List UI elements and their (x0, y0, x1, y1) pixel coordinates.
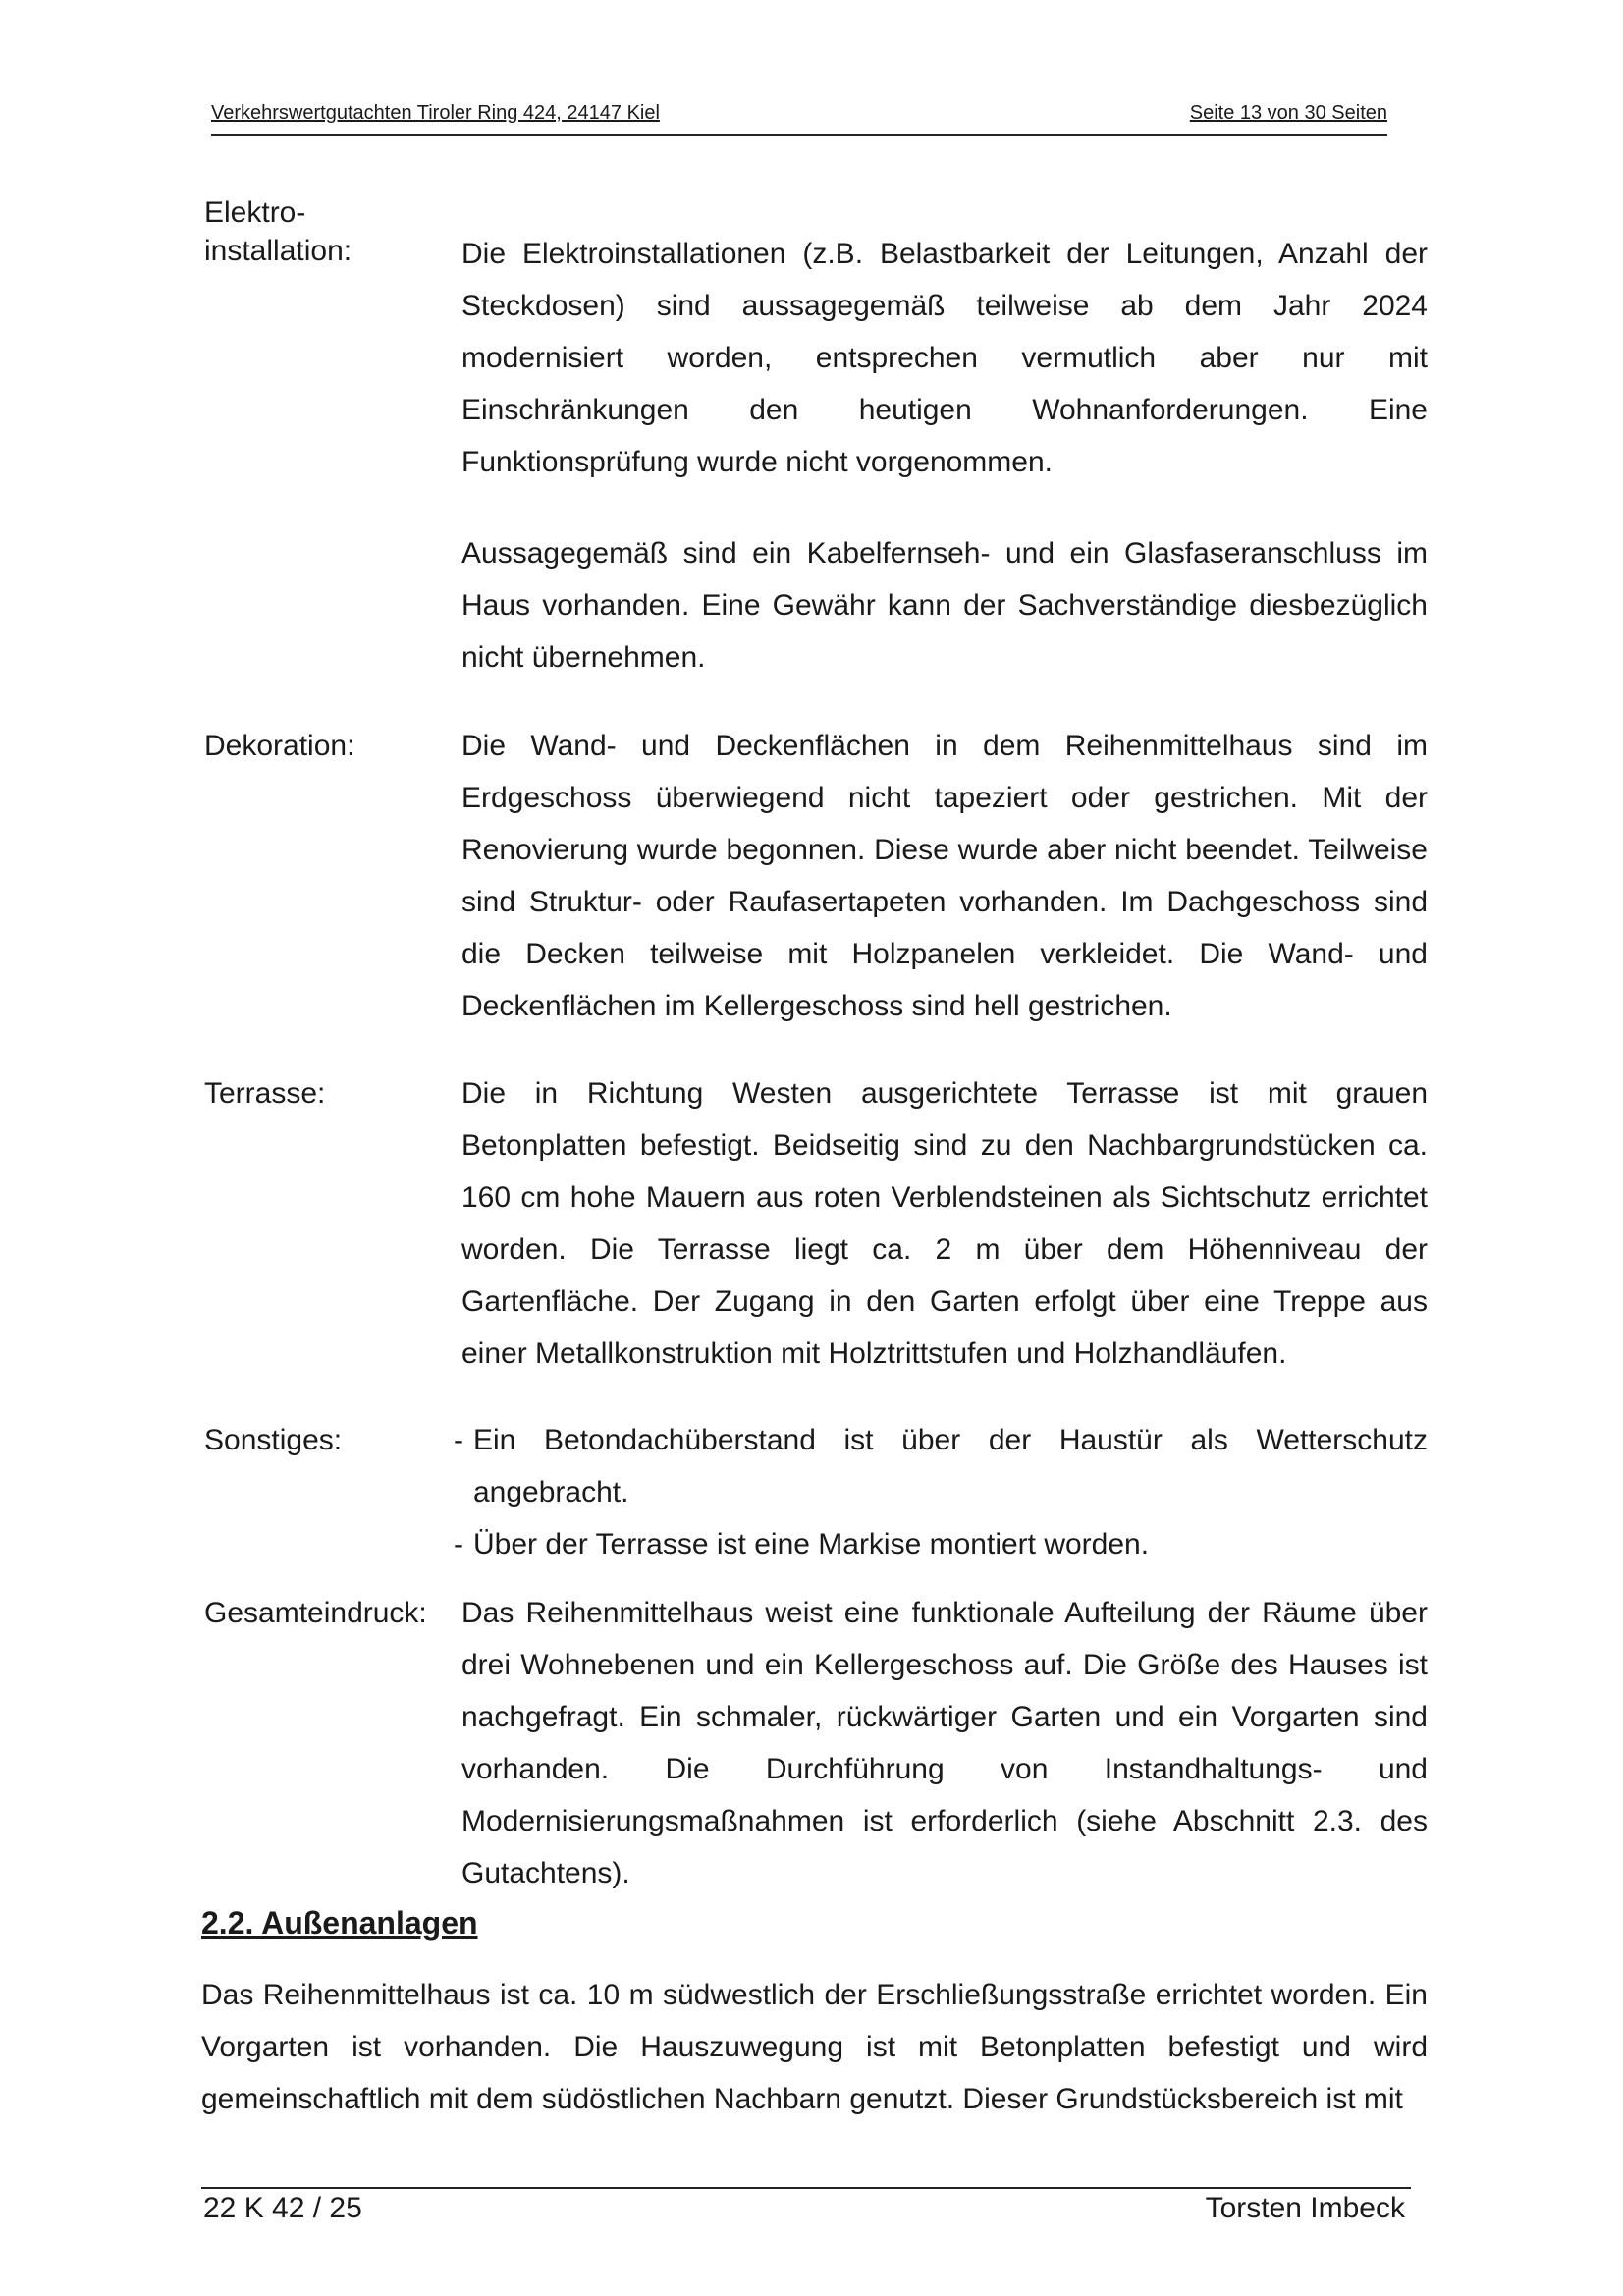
dekoration-paragraph: Die Wand- und Deckenflächen in dem Reihenmittelhaus sind im Erdgeschoss überwiegend nicht tapeziert oder gestrichen. Mit der Renovierung wurde begonnen. Diese wurde aber nicht beendet. Teilweise sind Struktur- oder Raufasertapeten vorhanden. Im Dachgeschoss sind die Decken teilweise mit Holzpanelen verkleidet. Die Wand- und Deckenflächen im Kellergeschoss sind hell gestrichen. (461, 730, 1428, 1022)
terrasse-paragraph: Die in Richtung Westen ausgerichtete Terrasse ist mit grauen Betonplatten befestigt. Beidseitig sind zu den Nachbargrundstücken ca. 160 cm hohe Mauern aus roten Verblendsteinen als Sichtschutz errichtet worden. Die Terrasse liegt ca. 2 m über dem Höhenniveau der Gartenfläche. Der Zugang in den Garten erfolgt über eine Treppe aus einer Metallkonstruktion mit Holztrittstufen und Holzhandläufen. (461, 1077, 1428, 1370)
sonstiges-item-1: Ein Betondachüberstand ist über der Haustür als Wetterschutz angebracht. (473, 1424, 1428, 1508)
label-terrasse: Terrasse: (204, 1077, 326, 1110)
dash-bullet: - (454, 1528, 463, 1560)
label-elektro-line2: installation: (204, 235, 352, 267)
elektro-paragraph-1: Die Elektroinstallationen (z.B. Belastbarkeit der Leitungen, Anzahl der Steckdosen) sind aussagegemäß teilweise ab dem Jahr 2024 modernisiert worden, entsprechen vermutlich aber nur mit Einschränkungen den heutigen Wohnanforderungen. Eine Funktionsprüfung wurde nicht vorgenommen. (461, 238, 1428, 478)
sonstiges-item-2: Über der Terrasse ist eine Markise montiert worden. (473, 1528, 1150, 1560)
text-dekoration (461, 720, 1428, 1032)
aussenanlagen-paragraph: Das Reihenmittelhaus ist ca. 10 m südwestlich der Erschließungsstraße errichtet worden. Ein Vorgarten ist vorhanden. Die Hauszuwegung ist mit Betonplatten befestigt und wird gemeinschaftlich mit dem südöstlichen Nachbarn genutzt. Dieser Grundstücksbereich ist mit (201, 1979, 1428, 2115)
label-dekoration: Dekoration: (204, 730, 355, 762)
label-sonstiges: Sonstiges: (204, 1424, 343, 1456)
text-elektroinstallation-2 (461, 527, 1428, 683)
list-item (454, 1518, 1428, 1570)
elektro-paragraph-2: Aussagegemäß sind ein Kabelfernseh- und ein Glasfaseranschluss im Haus vorhanden. Eine Gewähr kann der Sachverständige diesbezüglich nicht übernehmen. (461, 537, 1428, 674)
footer-divider (201, 2187, 1411, 2189)
section-heading-aussenanlagen: 2.2. Außenanlagen (201, 1905, 478, 1941)
footer-case-number: 22 K 42 / 25 (203, 2192, 362, 2224)
label-elektro-line1: Elektro- (204, 196, 306, 229)
list-item (454, 1414, 1428, 1518)
list-sonstiges (454, 1414, 1428, 1570)
text-terrasse (461, 1067, 1428, 1380)
label-elektroinstallation (204, 187, 352, 277)
header-page-number: Seite 13 von 30 Seiten (1189, 102, 1387, 124)
footer-author: Torsten Imbeck (1205, 2192, 1405, 2224)
dash-bullet: - (454, 1424, 463, 1456)
text-elektroinstallation (461, 228, 1428, 488)
gesamteindruck-paragraph: Das Reihenmittelhaus weist eine funktionale Aufteilung der Räume über drei Wohnebenen und ein Kellergeschoss auf. Die Größe des Hauses ist nachgefragt. Ein schmaler, rückwärtiger Garten und ein Vorgarten sind vorhanden. Die Durchführung von Instandhaltungs- und Modernisierungsmaßnahmen ist erforderlich (siehe Abschnitt 2.3. des Gutachtens). (461, 1597, 1428, 1889)
label-gesamteindruck: Gesamteindruck: (204, 1597, 427, 1629)
header-title: Verkehrswertgutachten Tiroler Ring 424, 24147 Kiel (211, 102, 660, 124)
text-gesamteindruck (461, 1587, 1428, 1899)
page-header (211, 102, 1387, 136)
